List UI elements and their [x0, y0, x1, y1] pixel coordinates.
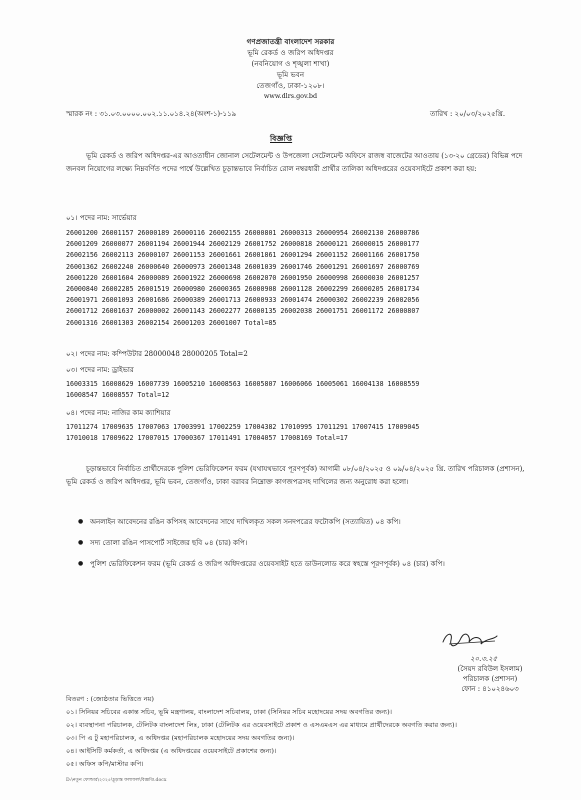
branch-name: (নবনিয়োগ ও শৃঙ্খলা শাখা): [251, 59, 330, 68]
list-item: ● অনলাইন আবেদনের রঙিন কপিসহ আবেদনের সাথে দাখিলকৃত সকল সনদপত্রের ফটোকপি (সত্যায়িত) ০৪ কপি।: [78, 517, 538, 527]
signatory-phone: ফোন : ৪১০২৪৬০৩: [461, 685, 519, 693]
roll-line: 26002156 26002113 26000107 26001153 26001661 26001861 26001294 26001152 26001166 26001750: [66, 251, 420, 260]
post-3-rolls: [66, 379, 536, 401]
roll-line: 17010018 17009622 17007015 17000367 17011491 17004057 17008169 Total=17: [66, 434, 348, 443]
list-item: ০১। সিনিয়র সচিবের একান্ত সচিব, ভূমি মন্ত্রণালয়, বাংলাদেশ সচিবালয়, ঢাকা (সিনিয়র সচিব মহোদয়ের সদয় অবগতির জন্য)।: [66, 708, 393, 716]
roll-line: 26001971 26001093 26001686 26000389 26001713 26000933 26001474 26000302 26002239 26002056: [66, 296, 420, 305]
intro-text: ভূমি রেকর্ড ও জরিপ অধিদপ্তর-এর আওতাধীন জোনাল সেটেলমেন্ট ও উপজেলা সেটেলমেন্ট অফিসে রাজস্ব বাজেটের আওতায় (১৩-২০ গ্রেডের) বিভিন্ন পদে জনবল নিয়োগের লক্ষ্যে নিম্নবর্ণিত পদের পার্শ্বে উল্লেখিত চূড়ান্তভাবে নির্বাচিত রোল নম্বরধারী প্রার্থীর তালিকা অধিদপ্তরের ওয়েবসাইটে প্রকাশ করা হয়:: [66, 152, 523, 173]
list-item: ০৩। পি এ টু মহাপরিচালক, এ অধিদপ্তর (মহাপরিচালক মহোদয়ের সদয় অবগতির জন্য)।: [66, 734, 295, 742]
department-name: ভূমি রেকর্ড ও জরিপ অধিদপ্তর: [247, 48, 334, 57]
signatory-name: (সৈয়দ রবিউল ইসলাম): [457, 665, 523, 673]
roll-line: 26001209 26000077 26001194 26001944 26002129 26001752 26000818 26000121 26000015 26000177: [66, 240, 420, 249]
memo-date: তারিখ : ২০/০৩/২০২৫খ্রি.: [430, 110, 506, 118]
required-documents-list: [78, 517, 538, 580]
post-1-rolls: [66, 228, 536, 329]
post-1-title: ০১। পদের নাম: সার্ভেয়ার: [66, 214, 137, 222]
building-name: ভূমি ভবন: [276, 70, 305, 79]
list-item: ০২। ব্যবস্থাপনা পরিচালক, টেলিটক বাংলাদেশ লিঃ, ঢাকা (টেলিটক এর ওয়েবসাইটে প্রকাশ ও এসএমএস এর মাধ্যমে প্রার্থীদেরকে অবগতি করার জন্য)।: [66, 721, 457, 729]
notice-title: বিজ্ঞপ্তি: [270, 134, 293, 143]
signature-date: ২০.৩.২৫: [470, 655, 498, 663]
roll-line: 26001220 26001604 26000089 26001922 26000698 26002070 26001950 26000998 26000030 26001257: [66, 273, 420, 282]
verification-paragraph: [66, 463, 526, 489]
signatory-title: পরিচালক (প্রশাসন): [462, 675, 518, 683]
verification-text: চূড়ান্তভাবে নির্বাচিত প্রার্থীদেরকে পুলিশ ভেরিফিকেশন ফরম (যথাযথভাবে পূরণপূর্বক) আগামী ০৮/০৪/২০২৫ ও ০৯/০৪/২০২৫ খ্রি. তারিখ পরিচালক (প্রশাসন), ভূমি রেকর্ড ও জরিপ অধিদপ্তর, ভূমি ভবন, তেজগাঁও, ঢাকা বরাবর নিম্নোক্ত কাগজপত্রসহ দাখিলের জন্য অনুরোধ করা হলো।: [66, 465, 525, 486]
memo-number: স্মারক নং : ৩১.০৩.০০০০.০০২.১১.০১৪.২৪(অংশ-১)-১১৯: [66, 110, 237, 118]
file-path-footer: D:\নতুন ফোল্ডার\২০২৫\চূড়ান্ত ফলাফল\বিজ্ঞপ্তি.docx: [66, 778, 167, 783]
roll-line: 16008547 16008557 Total=12: [66, 391, 170, 400]
list-item: ০৪। আইসিটি কর্মকর্তা, এ অধিদপ্তর (এ অধিদপ্তরের ওয়েবসাইটে প্রকাশের জন্য)।: [66, 747, 277, 755]
roll-line: 17011274 17009635 17007063 17003991 17002259 17004382 17010995 17011291 17007415 17009045: [66, 423, 420, 431]
list-item: ● সদ্য তোলা রঙিন পাসপোর্ট সাইজের ছবি ০৪ (চার) কপি।: [78, 538, 538, 548]
roll-line: 16003315 16008629 16007739 16005210 16008563 16005807 16006066 16005061 16004138 16008559: [66, 380, 420, 388]
roll-line: 26000840 26002285 26001519 26000980 26000365 26000908 26001128 26002299 26000205 26001734: [66, 285, 420, 294]
letterhead: [0, 36, 581, 102]
distribution-heading: বিতরণ : (জ্যেষ্ঠতার ভিত্তিতে নয়): [66, 695, 154, 703]
list-item: ০৫। অফিস কপি/মাস্টার কপি।: [66, 760, 144, 768]
post-2-title: ০২। পদের নাম: কম্পিউটার 28000048 28000205 Total=2: [66, 350, 248, 358]
govt-name: গণপ্রজাতন্ত্রী বাংলাদেশ সরকার: [246, 37, 335, 46]
roll-line: 26001712 26001637 26000002 26001143 26002277 26000135 26002038 26001751 26001172 26000807: [66, 307, 420, 316]
address: তেজগাঁও, ঢাকা-১২০৮।: [256, 81, 325, 90]
roll-line: 26001316 26001303 26002154 26001203 26001007 Total=85: [66, 318, 277, 327]
distribution-list: [66, 693, 556, 771]
roll-line: 26001362 26002240 26000640 26000973 26001348 26001039 26001746 26001291 26001697 26000769: [66, 262, 420, 271]
list-item: ● পুলিশ ভেরিফিকেশন ফরম (ভূমি রেকর্ড ও জরিপ অধিদপ্তরের ওয়েবসাইট হতে ডাউনলোড করে স্বহস্তে পূরণপূর্বক) ০৪ (চার) কপি।: [78, 559, 538, 569]
signatory-block: [440, 664, 540, 694]
website: www.dlrs.gov.bd: [263, 92, 318, 100]
post-4-title: ০৪। পদের নাম: নাজির কাম ক্যাশিয়ার: [66, 409, 171, 417]
post-3-title: ০৩। পদের নাম: ড্রাইভার: [66, 366, 134, 374]
intro-paragraph: [66, 150, 526, 176]
roll-line: 26001200 26001157 26000189 26000116 26002155 26000801 26000313 26000954 26002130 26000786: [66, 229, 420, 237]
post-4-rolls: [66, 422, 536, 444]
